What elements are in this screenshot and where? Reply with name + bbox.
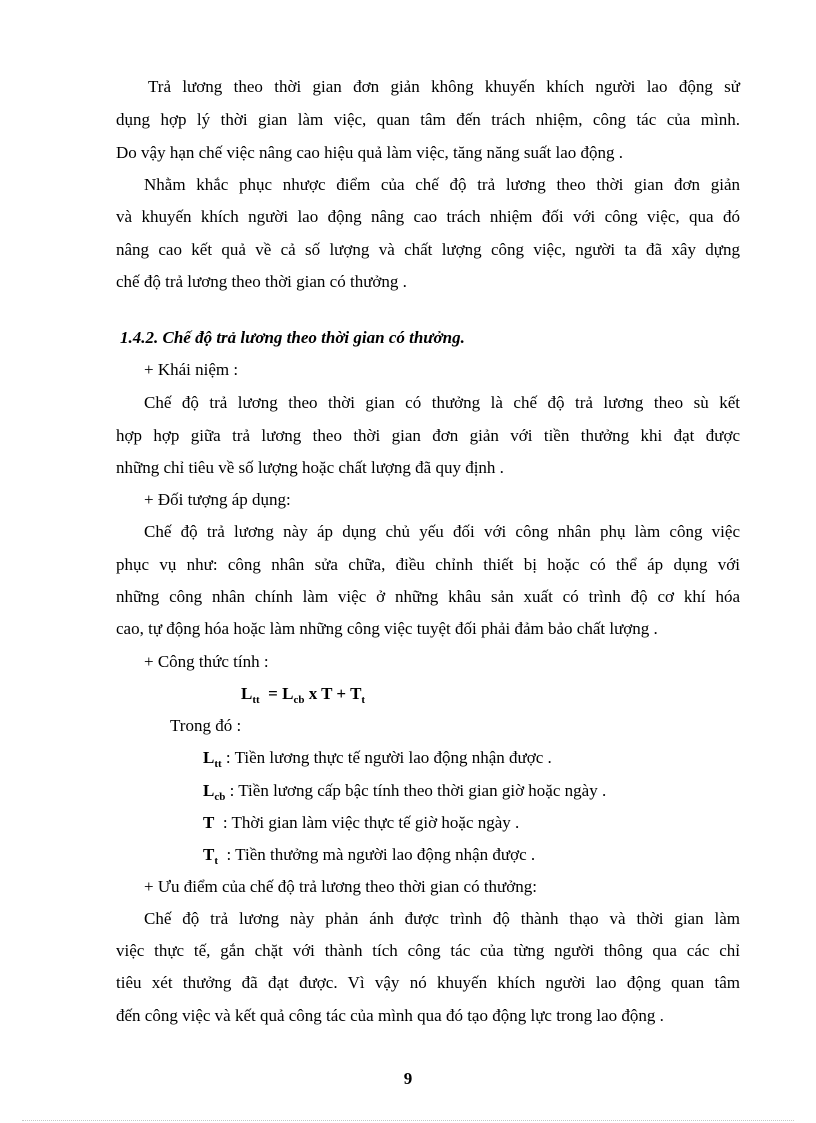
definition-text: : Tiền lương thực tế người lao động nhận được . — [225, 748, 552, 767]
formula-lhs: $L_{tt}$ — [241, 684, 260, 706]
advantages-line-4: đến công việc và kết quả công tác của mình qua đó tạo động lực trong lao động . — [116, 1006, 664, 1025]
applicable-label: + Đối tượng áp dụng: — [144, 490, 291, 509]
formula-label: + Công thức tính : — [144, 652, 269, 671]
applicable-line-4: cao, tự động hóa hoặc làm những công việc tuyệt đối phải đảm bảo chất lượng . — [116, 619, 658, 638]
concept-line-3: những chỉ tiêu về số lượng hoặc chất lượng đã quy định . — [116, 458, 504, 477]
paragraph-2-line-2: và khuyến khích người lao động nâng cao trách nhiệm đối với công việc, qua đó — [116, 207, 740, 226]
paragraph-2-line-3: nâng cao kết quả về cả số lượng và chất lượng công việc, người ta đã xây dựng — [116, 240, 740, 259]
formula-operator: x T + — [308, 684, 347, 703]
definition-symbol: $L_{tt}$ — [203, 748, 222, 770]
where-label: Trong đó : — [170, 716, 242, 735]
formula-equals: = — [268, 684, 278, 703]
section-heading: 1.4.2. Chế độ trả lương theo thời gian có thưởng. — [120, 328, 465, 347]
formula — [241, 684, 365, 710]
paragraph-2-line-1: Nhằm khắc phục nhược điểm của chế độ trả lương theo thời gian đơn giản — [144, 175, 740, 194]
applicable-line-2: phục vụ như: công nhân sửa chữa, điều chỉnh thiết bị hoặc có thể áp dụng với — [116, 555, 740, 574]
applicable-line-3: những công nhân chính làm việc ở những khâu sản xuất có trình độ cơ khí hóa — [116, 587, 740, 606]
paragraph-1-line-1: Trả lương theo thời gian đơn giản không khuyến khích người lao động sử — [148, 77, 740, 96]
page-number: 9 — [403, 1069, 413, 1088]
definition-symbol: T — [203, 813, 215, 832]
paragraph-1-line-3: Do vậy hạn chế việc nâng cao hiệu quả làm việc, tăng năng suất lao động . — [116, 143, 623, 162]
definition-text: : Tiền lương cấp bậc tính theo thời gian giờ hoặc ngày . — [229, 781, 607, 800]
advantages-line-2: việc thực tế, gắn chặt với thành tích công tác của từng người thông qua các chỉ — [116, 941, 740, 960]
paragraph-2-line-4: chế độ trả lương theo thời gian có thưởng . — [116, 272, 407, 291]
concept-line-2: hợp hợp giữa trả lương theo thời gian đơn giản với tiền thưởng khi đạt được — [116, 426, 740, 445]
definition-t — [203, 813, 519, 833]
applicable-line-1: Chế độ trả lương này áp dụng chủ yếu đối với công nhân phụ làm công việc — [144, 522, 740, 541]
definition-text: : Tiền thưởng mà người lao động nhận được . — [226, 845, 536, 864]
definition-text: : Thời gian làm việc thực tế giờ hoặc ngày . — [222, 813, 520, 832]
advantages-line-1: Chế độ trả lương này phản ánh được trình độ thành thạo và thời gian làm — [144, 909, 740, 928]
formula-term-2: $T_t$ — [350, 684, 366, 706]
formula-term-1: $L_{cb}$ — [282, 684, 305, 706]
definition-symbol: $T_t$ — [203, 845, 219, 867]
definition-lcb — [203, 781, 606, 807]
paragraph-1-line-2: dụng hợp lý thời gian làm việc, quan tâm đến trách nhiệm, công tác của mình. — [116, 110, 740, 129]
definition-symbol: $L_{cb}$ — [203, 781, 226, 803]
concept-label: + Khái niệm : — [144, 360, 239, 379]
page-bottom-divider — [22, 1120, 794, 1121]
concept-line-1: Chế độ trả lương theo thời gian có thưởng là chế độ trả lương theo sù kết — [144, 393, 740, 412]
advantages-line-3: tiêu xét thưởng đã đạt được. Vì vậy nó khuyến khích người lao động quan tâm — [116, 973, 740, 992]
definition-ltt — [203, 748, 552, 774]
advantages-label: + Ưu điểm của chế độ trả lương theo thời gian có thưởng: — [144, 877, 537, 896]
definition-tt — [203, 845, 535, 871]
